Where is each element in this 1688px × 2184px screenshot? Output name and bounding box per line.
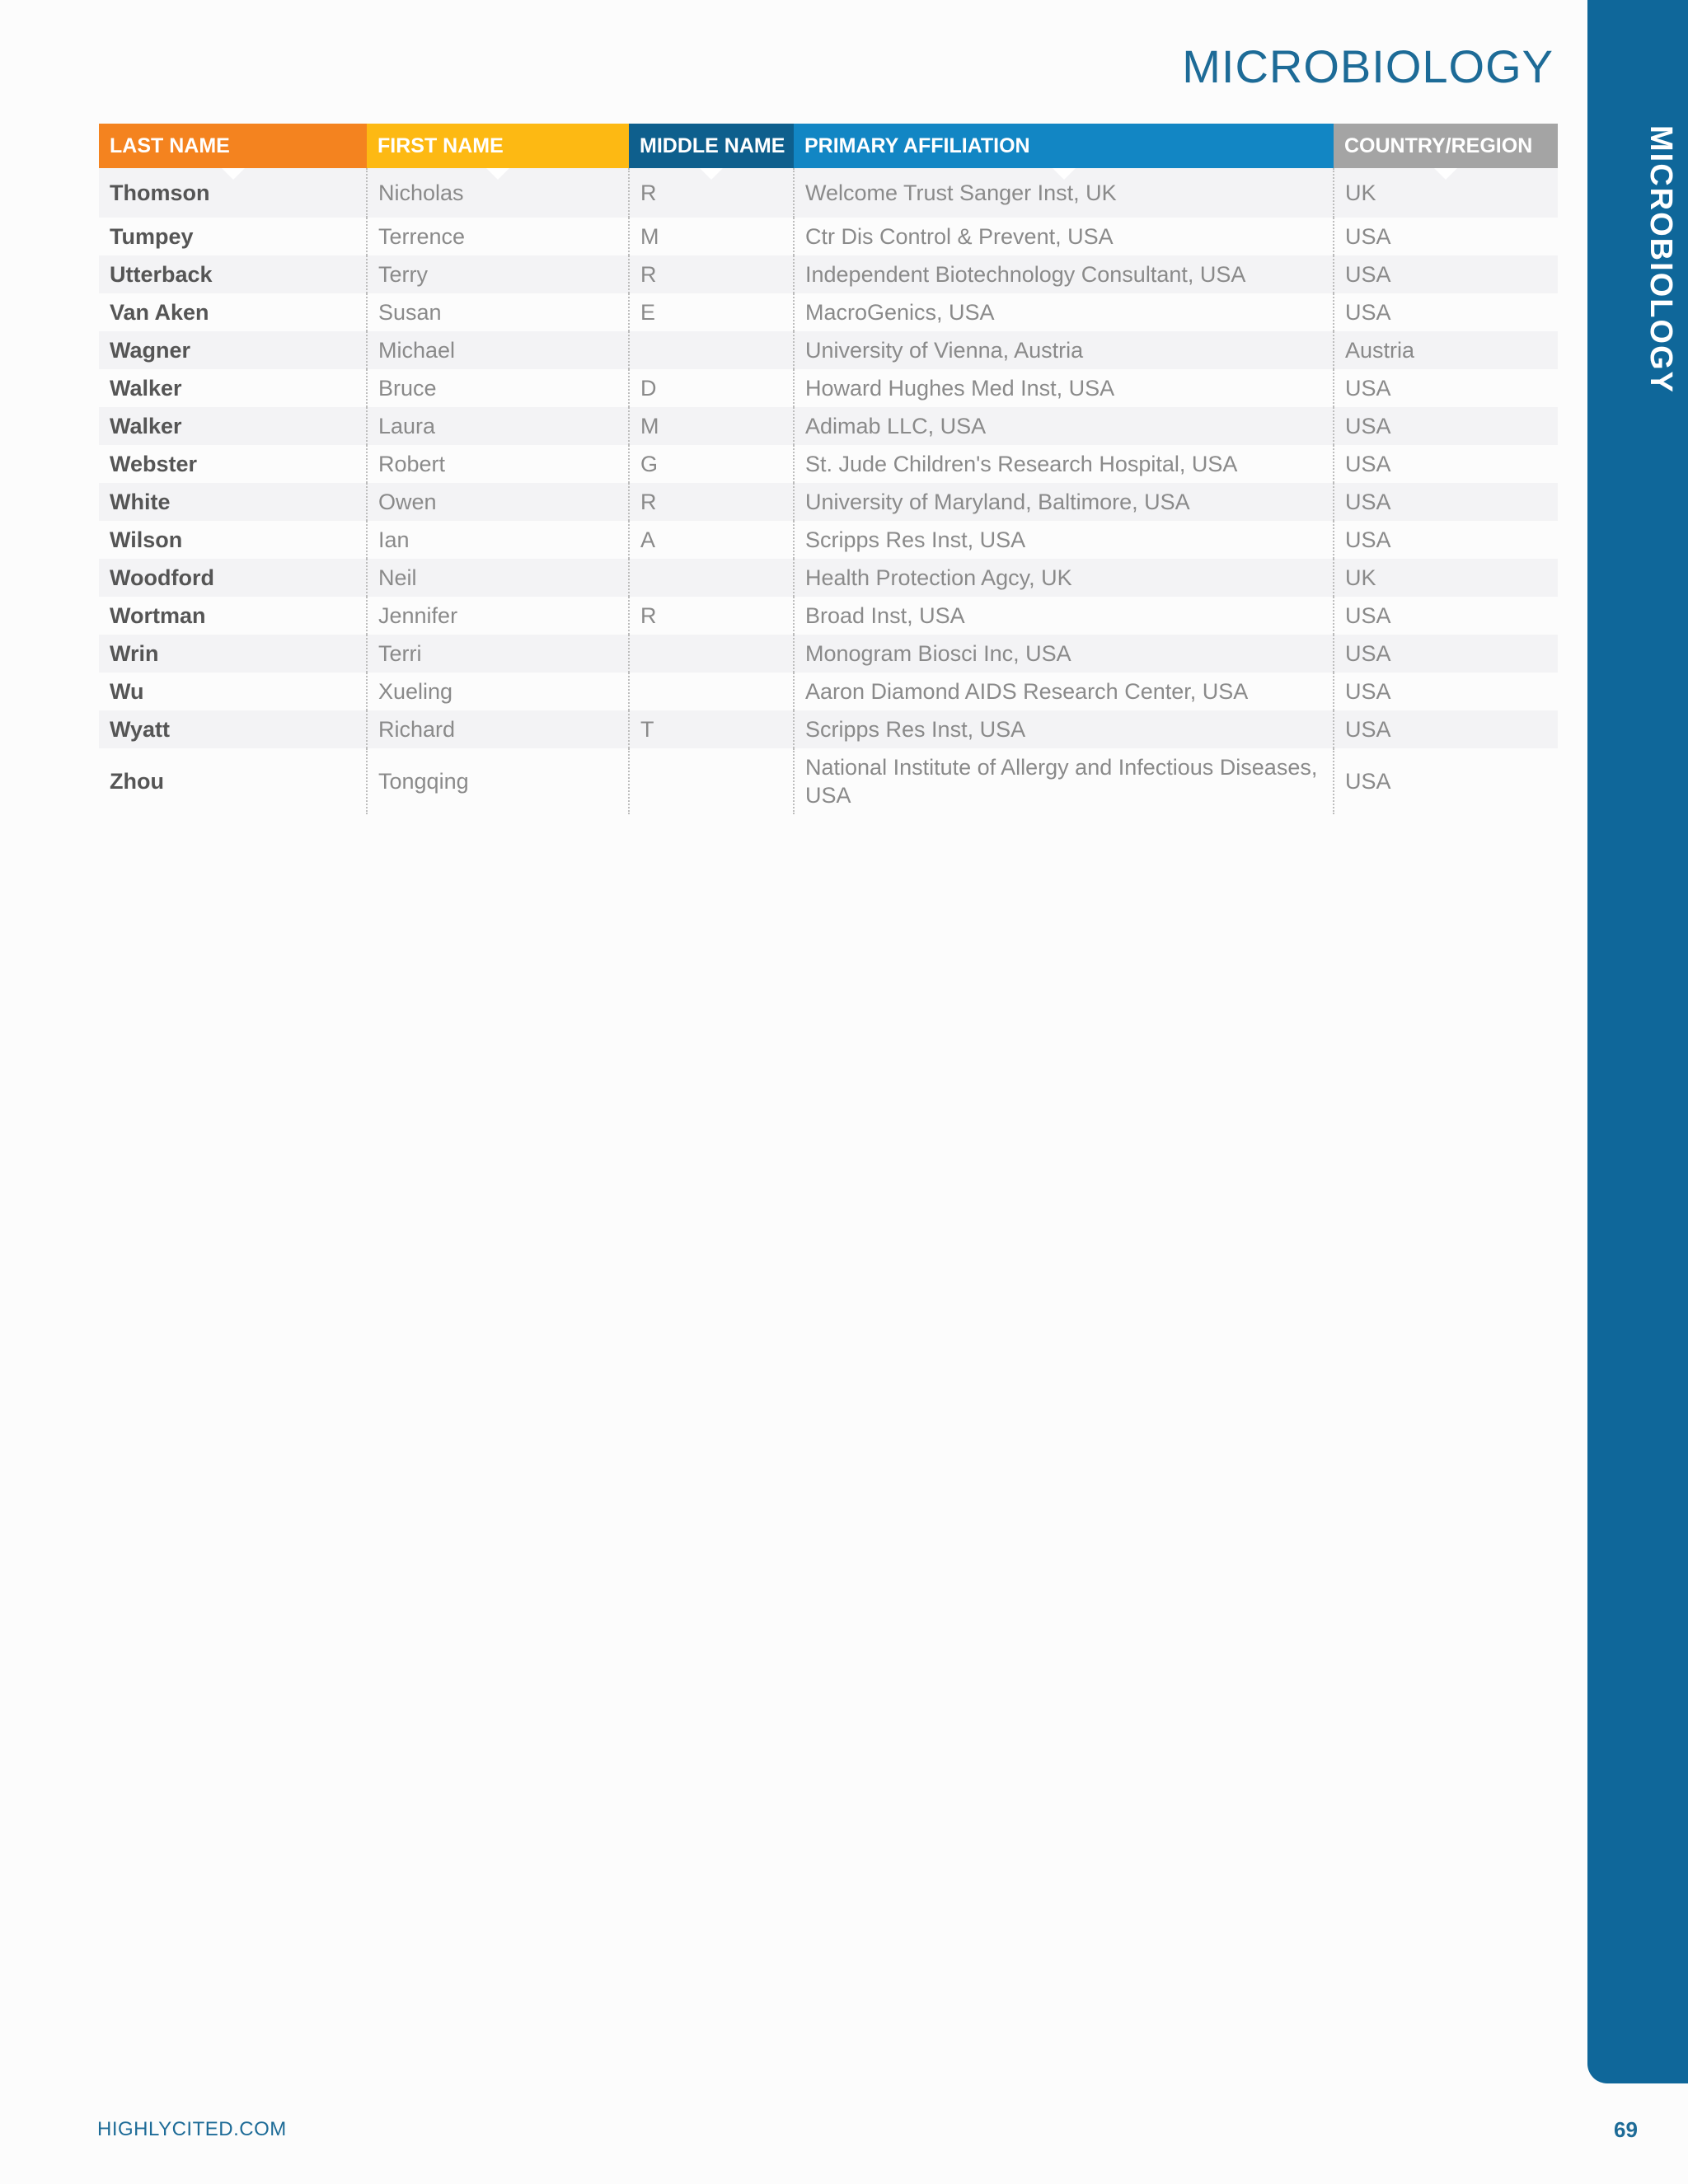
- table-row: [99, 445, 1558, 483]
- cell-primary-affiliation: Adimab LLC, USA: [794, 407, 1334, 445]
- cell-country-region: Austria: [1334, 331, 1558, 369]
- table-row: [99, 218, 1558, 255]
- cell-country-region: USA: [1334, 369, 1558, 407]
- cell-middle-name: [629, 748, 794, 814]
- cell-last-name: Wrin: [99, 635, 367, 673]
- cell-middle-name: [629, 331, 794, 369]
- cell-first-name: Tongqing: [367, 748, 629, 814]
- cell-first-name: Terry: [367, 255, 629, 293]
- column-header-label: PRIMARY AFFILIATION: [804, 134, 1030, 157]
- cell-last-name: Zhou: [99, 748, 367, 814]
- table-row: [99, 597, 1558, 635]
- column-header-last-name: [99, 124, 367, 168]
- cell-country-region: USA: [1334, 483, 1558, 521]
- cell-country-region: USA: [1334, 407, 1558, 445]
- cell-first-name: Ian: [367, 521, 629, 559]
- cell-country-region: USA: [1334, 521, 1558, 559]
- cell-middle-name: [629, 559, 794, 597]
- cell-primary-affiliation: Broad Inst, USA: [794, 597, 1334, 635]
- cell-first-name: Xueling: [367, 673, 629, 710]
- table-row: [99, 748, 1558, 814]
- cell-primary-affiliation: Independent Biotechnology Consultant, USA: [794, 255, 1334, 293]
- cell-first-name: Neil: [367, 559, 629, 597]
- table-row: [99, 635, 1558, 673]
- cell-last-name: Wilson: [99, 521, 367, 559]
- cell-country-region: USA: [1334, 748, 1558, 814]
- cell-middle-name: R: [629, 597, 794, 635]
- cell-last-name: Webster: [99, 445, 367, 483]
- cell-primary-affiliation: Howard Hughes Med Inst, USA: [794, 369, 1334, 407]
- cell-middle-name: A: [629, 521, 794, 559]
- header-pointer-icon: [1434, 168, 1457, 180]
- table-row: [99, 168, 1558, 218]
- cell-last-name: Wyatt: [99, 710, 367, 748]
- table-body: [99, 168, 1558, 814]
- cell-middle-name: M: [629, 407, 794, 445]
- cell-middle-name: T: [629, 710, 794, 748]
- table-row: [99, 407, 1558, 445]
- cell-last-name: Thomson: [99, 168, 367, 218]
- cell-country-region: USA: [1334, 293, 1558, 331]
- cell-last-name: Wu: [99, 673, 367, 710]
- cell-primary-affiliation: Monogram Biosci Inc, USA: [794, 635, 1334, 673]
- column-header-country-region: [1334, 124, 1558, 168]
- cell-first-name: Michael: [367, 331, 629, 369]
- cell-first-name: Richard: [367, 710, 629, 748]
- column-header-label: FIRST NAME: [377, 134, 504, 157]
- cell-first-name: Laura: [367, 407, 629, 445]
- cell-middle-name: [629, 673, 794, 710]
- cell-last-name: Walker: [99, 407, 367, 445]
- cell-primary-affiliation: Scripps Res Inst, USA: [794, 521, 1334, 559]
- cell-primary-affiliation: Scripps Res Inst, USA: [794, 710, 1334, 748]
- cell-primary-affiliation: Welcome Trust Sanger Inst, UK: [794, 168, 1334, 218]
- header-pointer-icon: [486, 168, 509, 180]
- cell-country-region: USA: [1334, 218, 1558, 255]
- column-header-label: COUNTRY/REGION: [1344, 134, 1533, 157]
- cell-country-region: USA: [1334, 710, 1558, 748]
- cell-middle-name: G: [629, 445, 794, 483]
- header-pointer-icon: [222, 168, 245, 180]
- column-header-middle-name: [629, 124, 794, 168]
- cell-primary-affiliation: Ctr Dis Control & Prevent, USA: [794, 218, 1334, 255]
- cell-last-name: Walker: [99, 369, 367, 407]
- table-row: [99, 559, 1558, 597]
- table-row: [99, 483, 1558, 521]
- cell-country-region: USA: [1334, 445, 1558, 483]
- table-row: [99, 710, 1558, 748]
- cell-country-region: USA: [1334, 673, 1558, 710]
- header-pointer-icon: [1053, 168, 1076, 180]
- column-header-primary-affiliation: [794, 124, 1334, 168]
- page-number: 69: [1614, 2117, 1638, 2142]
- cell-first-name: Robert: [367, 445, 629, 483]
- column-header-label: MIDDLE NAME: [640, 134, 785, 157]
- cell-country-region: USA: [1334, 597, 1558, 635]
- cell-middle-name: R: [629, 255, 794, 293]
- cell-primary-affiliation: University of Maryland, Baltimore, USA: [794, 483, 1334, 521]
- cell-country-region: UK: [1334, 559, 1558, 597]
- cell-first-name: Terri: [367, 635, 629, 673]
- cell-first-name: Nicholas: [367, 168, 629, 218]
- cell-middle-name: E: [629, 293, 794, 331]
- cell-primary-affiliation: Health Protection Agcy, UK: [794, 559, 1334, 597]
- cell-middle-name: R: [629, 168, 794, 218]
- column-header-first-name: [367, 124, 629, 168]
- header-pointer-icon: [700, 168, 723, 180]
- page-title: MICROBIOLOGY: [1182, 40, 1554, 92]
- cell-last-name: Van Aken: [99, 293, 367, 331]
- cell-last-name: White: [99, 483, 367, 521]
- table-row: [99, 255, 1558, 293]
- cell-country-region: UK: [1334, 168, 1558, 218]
- table-row: [99, 521, 1558, 559]
- cell-primary-affiliation: University of Vienna, Austria: [794, 331, 1334, 369]
- column-header-label: LAST NAME: [110, 134, 230, 157]
- table-row: [99, 293, 1558, 331]
- cell-country-region: USA: [1334, 635, 1558, 673]
- cell-middle-name: D: [629, 369, 794, 407]
- cell-country-region: USA: [1334, 255, 1558, 293]
- table-row: [99, 673, 1558, 710]
- cell-first-name: Bruce: [367, 369, 629, 407]
- cell-last-name: Wortman: [99, 597, 367, 635]
- cell-primary-affiliation: MacroGenics, USA: [794, 293, 1334, 331]
- researchers-table: [99, 124, 1558, 814]
- cell-last-name: Utterback: [99, 255, 367, 293]
- cell-last-name: Tumpey: [99, 218, 367, 255]
- cell-first-name: Susan: [367, 293, 629, 331]
- cell-first-name: Owen: [367, 483, 629, 521]
- cell-first-name: Terrence: [367, 218, 629, 255]
- cell-first-name: Jennifer: [367, 597, 629, 635]
- table-row: [99, 369, 1558, 407]
- footer-website: HIGHLYCITED.COM: [97, 2118, 287, 2140]
- side-section-tab-label: MICROBIOLOGY: [1643, 125, 1678, 394]
- table-row: [99, 331, 1558, 369]
- cell-last-name: Woodford: [99, 559, 367, 597]
- cell-middle-name: R: [629, 483, 794, 521]
- cell-primary-affiliation: St. Jude Children's Research Hospital, USA: [794, 445, 1334, 483]
- cell-primary-affiliation: Aaron Diamond AIDS Research Center, USA: [794, 673, 1334, 710]
- table-header-row: [99, 124, 1558, 168]
- cell-middle-name: M: [629, 218, 794, 255]
- cell-primary-affiliation: National Institute of Allergy and Infectious Diseases, USA: [794, 748, 1334, 814]
- cell-middle-name: [629, 635, 794, 673]
- cell-last-name: Wagner: [99, 331, 367, 369]
